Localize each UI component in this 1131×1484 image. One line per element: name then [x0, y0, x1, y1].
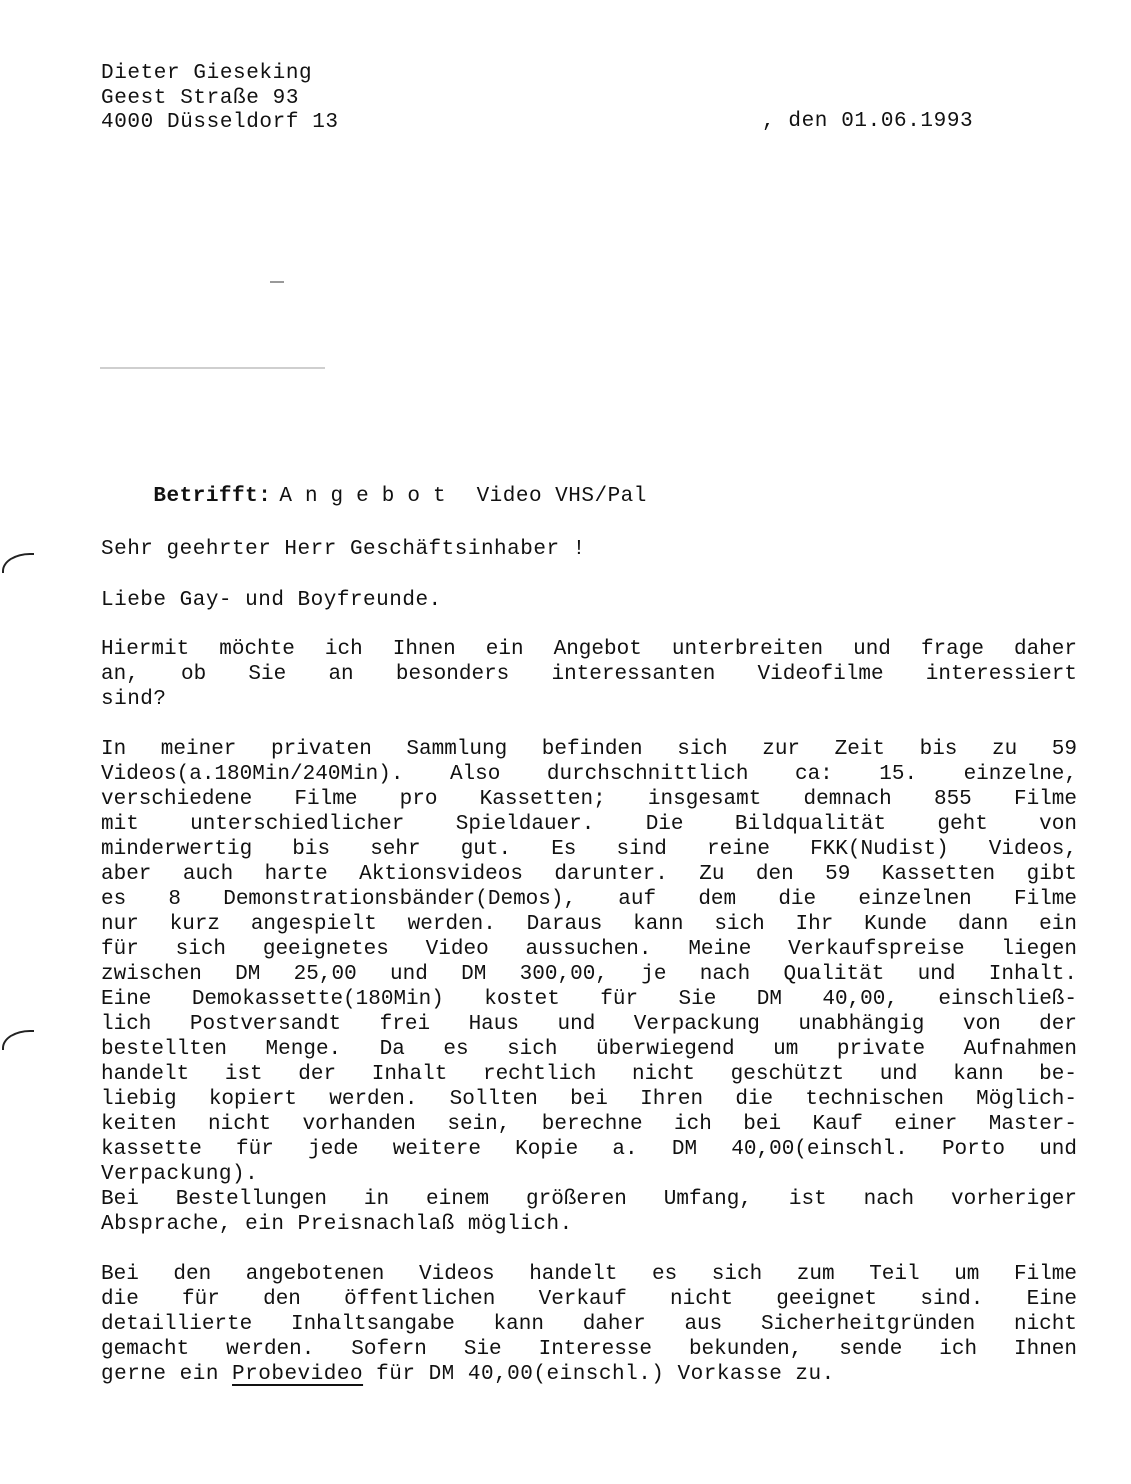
p3-line: Bei den angebotenen Videos handelt es sich zum Teil um Filme	[101, 1263, 1077, 1286]
p2-line: mit unterschiedlicher Spieldauer. Die Bildqualität geht von	[101, 813, 1077, 836]
salutation-1: Sehr geehrter Herr Geschäftsinhaber !	[101, 538, 586, 561]
p2-line: minderwertig bis sehr gut. Es sind reine FKK(Nudist) Videos,	[101, 838, 1077, 861]
p3-line: detaillierte Inhaltsangabe kann daher aus Sicherheitgründen nicht	[101, 1313, 1077, 1336]
faded-line-mark	[100, 367, 325, 369]
hole-punch-mark	[2, 1030, 34, 1050]
p2-line: handelt ist der Inhalt rechtlich nicht geschützt und kann be-	[101, 1063, 1077, 1086]
salutation-2: Liebe Gay- und Boyfreunde.	[101, 589, 442, 612]
faded-mark	[270, 281, 284, 283]
p3-last-before: gerne ein	[101, 1363, 233, 1386]
p3-line: gemacht werden. Sofern Sie Interesse bekunden, sende ich Ihnen	[101, 1338, 1077, 1361]
p2-line: In meiner privaten Sammlung befinden sich zur Zeit bis zu 59	[101, 738, 1077, 761]
subject-rest: Video VHS/Pal	[476, 485, 647, 508]
sender-street: Geest Straße 93	[101, 87, 300, 110]
p2-line: zwischen DM 25,00 und DM 300,00, je nach Qualität und Inhalt.	[101, 963, 1077, 986]
sender-name: Dieter Gieseking	[101, 62, 313, 85]
p1-line: Hiermit möchte ich Ihnen ein Angebot unterbreiten und frage daher	[101, 638, 1077, 661]
letter-date: , den 01.06.1993	[762, 110, 974, 133]
p2-line: Bei Bestellungen in einem größeren Umfang, ist nach vorheriger	[101, 1188, 1077, 1211]
subject-line	[101, 462, 647, 531]
p2-line: Verpackung).	[101, 1163, 259, 1186]
p2-line: es 8 Demonstrationsbänder(Demos), auf dem die einzelnen Filme	[101, 888, 1077, 911]
p2-line: aber auch harte Aktionsvideos darunter. Zu den 59 Kassetten gibt	[101, 863, 1077, 886]
p2-line: Absprache, ein Preisnachlaß möglich.	[101, 1213, 573, 1236]
p2-line: nur kurz angespielt werden. Daraus kann sich Ihr Kunde dann ein	[101, 913, 1077, 936]
sender-city: 4000 Düsseldorf 13	[101, 111, 339, 134]
p3-last-after: für DM 40,00(einschl.) Vorkasse zu.	[363, 1363, 835, 1386]
p2-line: kassette für jede weitere Kopie a. DM 40,00(einschl. Porto und	[101, 1138, 1077, 1161]
hole-punch-mark	[2, 553, 34, 573]
p2-line: Eine Demokassette(180Min) kostet für Sie DM 40,00, einschließ-	[101, 988, 1077, 1011]
p2-line: liebig kopiert werden. Sollten bei Ihren die technischen Möglich-	[101, 1088, 1077, 1111]
probevideo-underlined: Probevideo	[232, 1363, 364, 1386]
p3-line: die für den öffentlichen Verkauf nicht geeignet sind. Eine	[101, 1288, 1077, 1311]
p2-line: lich Postversandt frei Haus und Verpackung unabhängig von der	[101, 1013, 1077, 1036]
p2-line: verschiedene Filme pro Kassetten; insgesamt demnach 855 Filme	[101, 788, 1077, 811]
p2-line: Videos(a.180Min/240Min). Also durchschnittlich ca: 15. einzelne,	[101, 763, 1077, 786]
p2-line: für sich geeignetes Video aussuchen. Meine Verkaufspreise liegen	[101, 938, 1077, 961]
p2-line: bestellten Menge. Da es sich überwiegend um private Aufnahmen	[101, 1038, 1077, 1061]
subject-label: Betrifft:	[153, 485, 272, 508]
p2-line: keiten nicht vorhanden sein, berechne ich bei Kauf einer Master-	[101, 1113, 1077, 1136]
p1-line: an, ob Sie an besonders interessanten Videofilme interessiert	[101, 663, 1077, 686]
p3-last-line	[101, 1362, 1077, 1387]
p1-line: sind?	[101, 688, 167, 711]
subject-spaced: Angebot	[279, 485, 459, 508]
